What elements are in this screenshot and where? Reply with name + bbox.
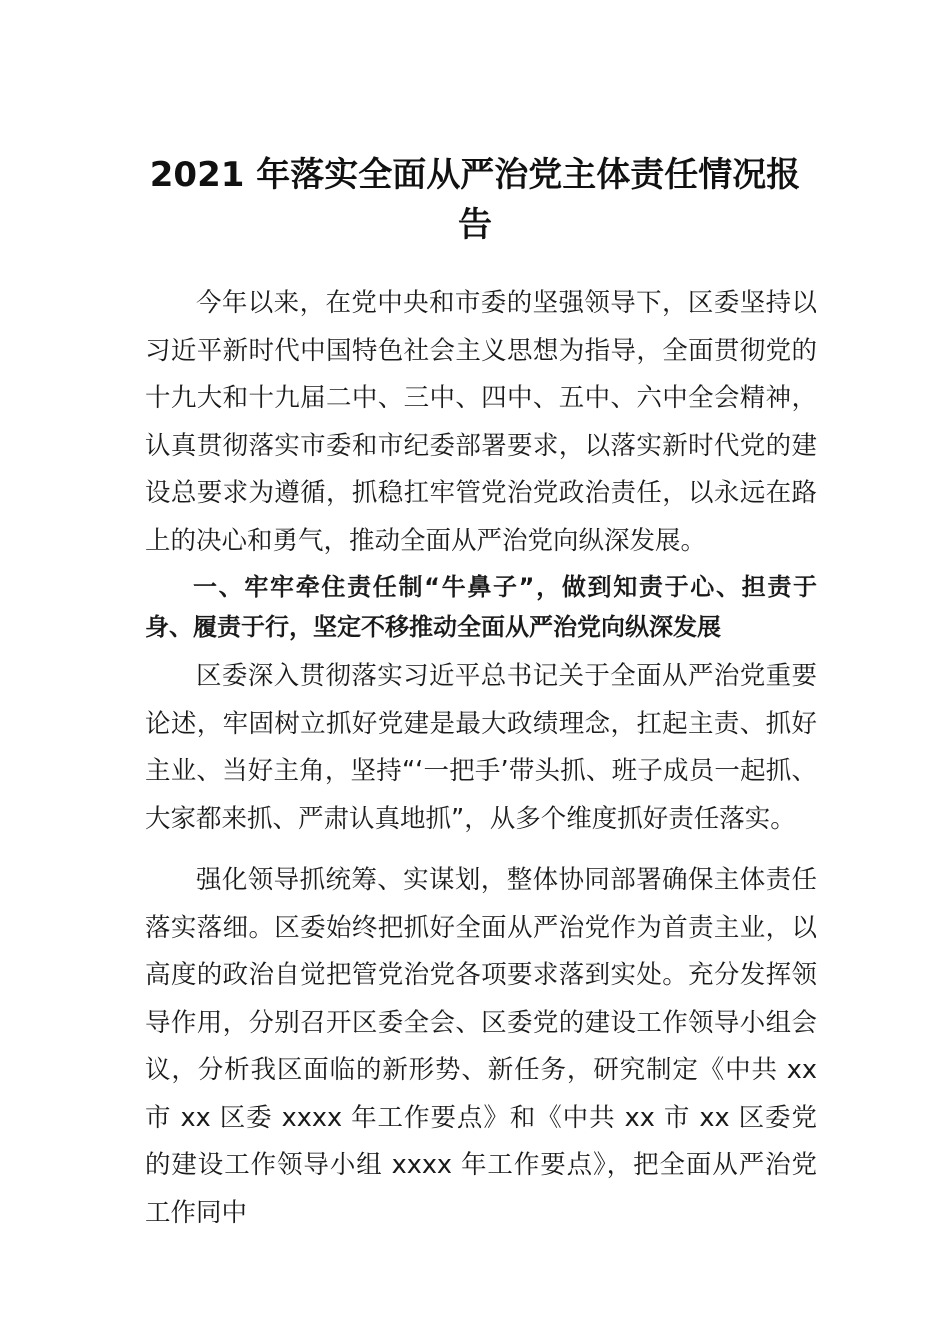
paragraph-section-1-overview: 区委深入贯彻落实习近平总书记关于全面从严治党重要论述，牢固树立抓好党建是最大政绩理念，扛起主责、抓好主业、当好主角，坚持“‘一把手’带头抓、班子成员一起抓、大家都来抓、严肃认真地抓”，从多个维度抓好责任落实。 (145, 661, 817, 834)
document-title: 2021 年落实全面从严治党主体责任情况报告 (149, 155, 801, 245)
section-heading-1: 一、牢牢牵住责任制“牛鼻子”，做到知责于心、担责于 身、履责于行，坚定不移推动全面从严治党向纵深发展 (145, 573, 817, 641)
paragraph-intro: 今年以来，在党中央和市委的坚强领导下，区委坚持以习近平新时代中国特色社会主义思想为指导，全面贯彻党的十九大和十九届二中、三中、四中、五中、六中全会精神，认真贯彻落实市委和市纪委部署要求，以落实新时代党的建设总要求为遵循，抓稳扛牢管党治党政治责任，以永远在路上的决心和勇气，推动全面从严治党向纵深发展。 (145, 288, 817, 556)
paragraph-leadership: 强化领导抓统筹、实谋划，整体协同部署确保主体责任落实落细。区委始终把抓好全面从严治党作为首责主业，以高度的政治自觉把管党治党各项要求落到实处。充分发挥领导作用，分别召开区委全会、区委党的建设工作领导小组会议，分析我区面临的新形势、新任务，研究制定《中共 xx 市 xx 区委 xxxx 年工作要点》和《中共 xx 市 xx 区委党的建设工作领导小组 xxxx 年工作要点》，把全面从严治党工作同中 (145, 865, 817, 1228)
document-body (145, 280, 817, 1237)
